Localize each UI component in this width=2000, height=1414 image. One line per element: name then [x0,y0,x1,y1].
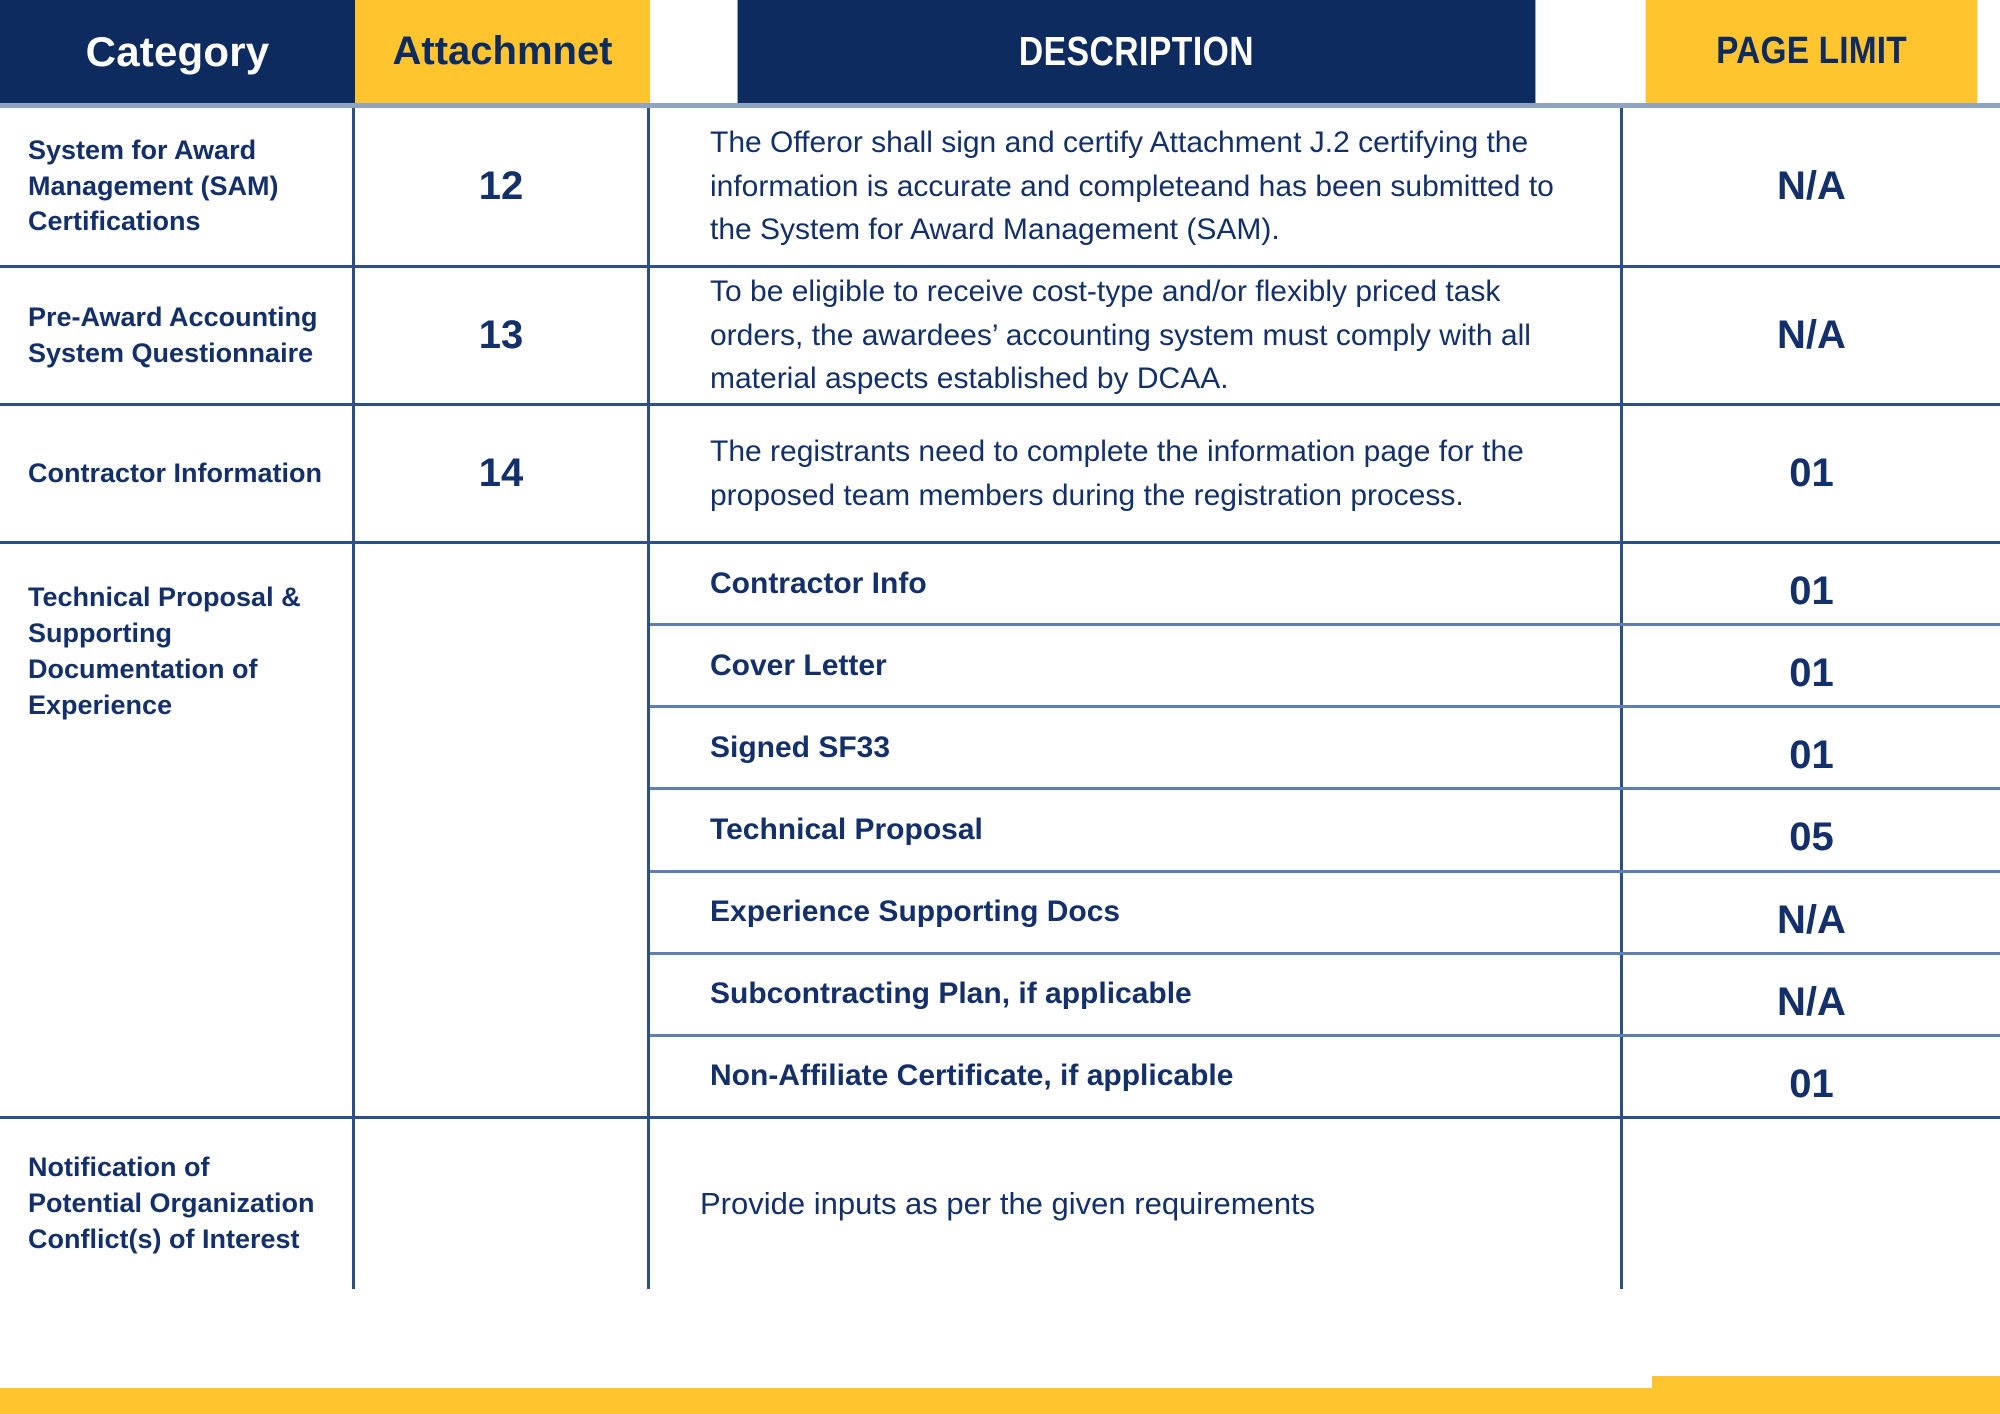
cell-page-limit: N/A [1777,897,1846,942]
cell-page-limit: 01 [1789,1061,1834,1106]
cell-attachment: 12 [355,108,650,265]
sub-row [650,1037,2000,1116]
sub-row [650,626,2000,708]
cell-description: To be eligible to receive cost-type and/or flexibly priced task orders, the awardees’ accounting system must comply with all material aspects established by DCAA. [650,268,1623,403]
sub-row [650,708,2000,790]
column-header-page-limit-label: PAGE LIMIT [1716,30,1907,72]
table-row-group-technical-proposal [0,544,2000,1119]
cell-attachment [355,1119,650,1289]
table-row [0,406,2000,544]
cell-page-limit: 05 [1789,815,1834,860]
cell-page-limit [1623,1119,2000,1289]
cell-attachment: 13 [355,268,650,403]
sub-row [650,790,2000,872]
table-body [0,108,2000,1414]
cell-category: Technical Proposal & Supporting Documentation of Experience [0,544,355,1116]
cell-category: Pre-Award Accounting System Questionnaire [0,268,355,403]
column-header-category-label: Category [85,27,270,75]
sub-row [650,544,2000,626]
cell-page-limit: 01 [1789,733,1834,778]
column-header-attachment [355,0,650,103]
cell-attachment [355,544,650,1116]
table-row [0,108,2000,268]
cell-page-limit: N/A [1777,313,1846,357]
cell-description: The Offeror shall sign and certify Attachment J.2 certifying the information is accurate and completeand has been submitted to the System for Award Management (SAM). [650,108,1623,265]
cell-description: Non-Affiliate Certificate, if applicable [650,1037,1623,1116]
cell-description: Contractor Info [650,544,1623,623]
sub-row [650,873,2000,955]
table-row [0,1119,2000,1289]
cell-category: Notification of Potential Organization Conflict(s) of Interest [0,1119,355,1289]
cell-description: Signed SF33 [650,708,1623,787]
cell-page-limit: 01 [1789,451,1834,495]
cell-page-limit: 01 [1789,651,1834,696]
bottom-accent-bar-right [1652,1376,2000,1414]
sub-row-list [650,544,2000,1116]
cell-category: System for Award Management (SAM) Certifications [0,108,355,265]
cell-description: Cover Letter [650,626,1623,705]
column-header-attachment-label: Attachmnet [392,29,613,73]
cell-description: Provide inputs as per the given requirements [650,1119,1623,1289]
table-header-row [0,0,2000,108]
table-row [0,268,2000,406]
column-header-description [738,0,1536,103]
cell-description: Experience Supporting Docs [650,873,1623,952]
cell-page-limit: N/A [1777,164,1846,208]
cell-description: Technical Proposal [650,790,1623,869]
cell-description: Subcontracting Plan, if applicable [650,955,1623,1034]
cell-page-limit: 01 [1789,569,1834,614]
column-header-page-limit [1646,0,1978,103]
sub-row [650,955,2000,1037]
column-header-description-label: DESCRIPTION [1018,28,1255,74]
column-header-category [0,0,355,103]
cell-attachment: 14 [355,406,650,541]
cell-description: The registrants need to complete the information page for the proposed team members during the registration process. [650,406,1623,541]
cell-page-limit: N/A [1777,979,1846,1024]
cell-category: Contractor Information [0,406,355,541]
